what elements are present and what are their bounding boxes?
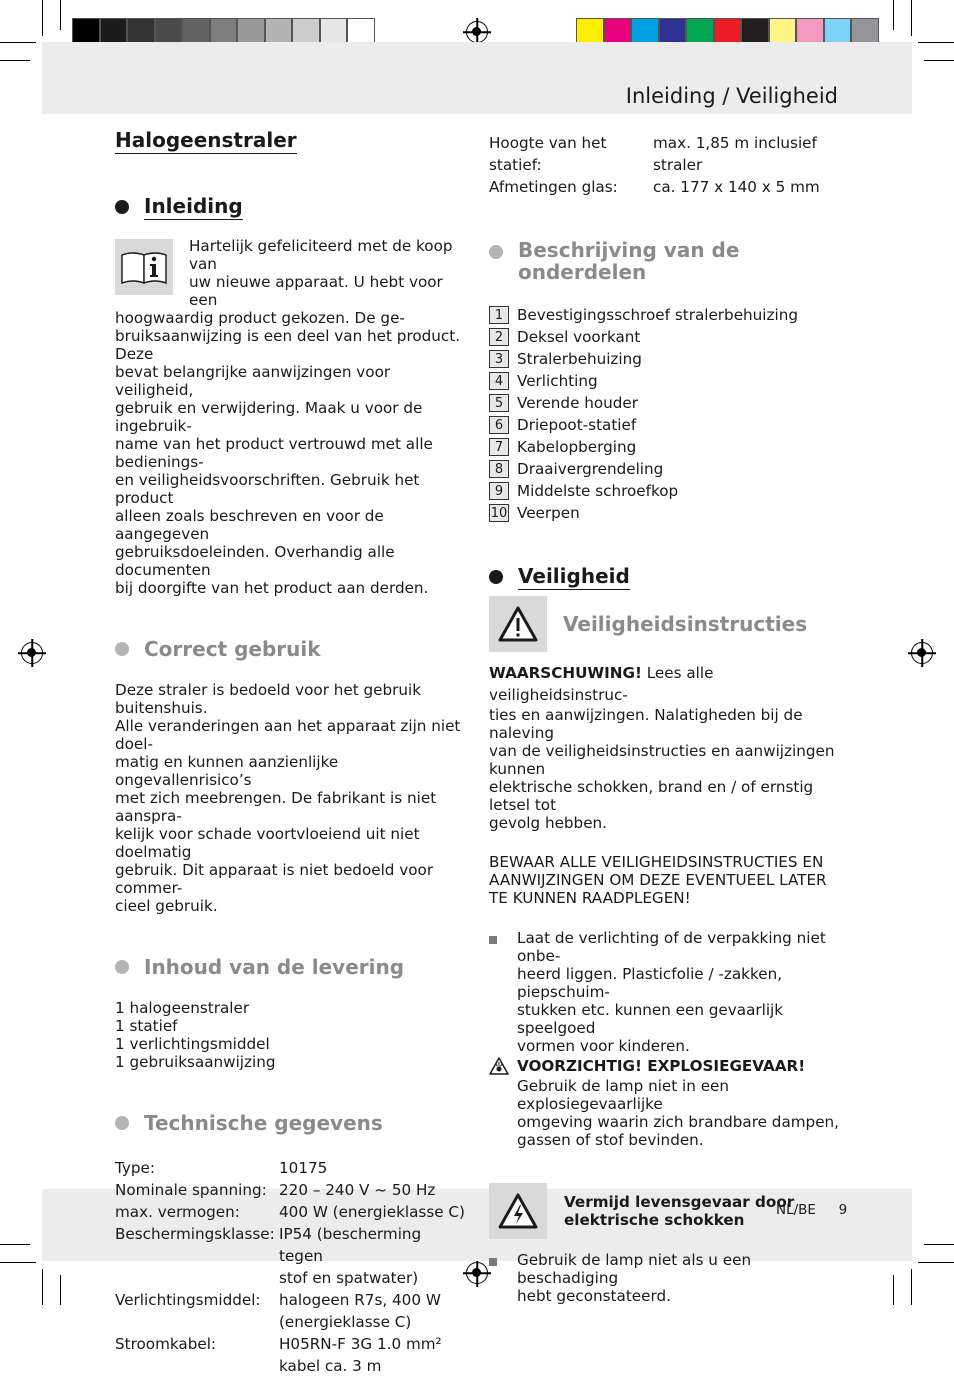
section-heading-text: Inleiding — [144, 194, 243, 218]
spec-value: (energieklasse C) — [279, 1313, 412, 1331]
page-number: 9 — [838, 1202, 848, 1218]
use-paragraph — [115, 681, 467, 915]
text-line: omgeving waarin zich brandbare dampen, — [517, 1113, 839, 1131]
part-row — [489, 458, 841, 480]
crop-mark — [0, 1262, 36, 1263]
crop-mark — [60, 0, 61, 30]
subsection-heading — [563, 612, 807, 636]
crop-mark — [911, 0, 912, 36]
spec-key: Afmetingen glas: — [489, 178, 618, 196]
section-heading-text — [518, 239, 739, 283]
text-line: Deze straler is bedoeld voor het gebruik buitenshuis. — [115, 681, 422, 717]
registration-mark-icon — [21, 642, 43, 664]
crop-mark — [911, 1269, 912, 1305]
part-number: 3 — [489, 350, 509, 368]
text-line: cieel gebruik. — [115, 897, 218, 915]
list-item: 1 verlichtingsmiddel — [115, 1035, 270, 1053]
part-number: 7 — [489, 438, 509, 456]
list-item: 1 statief — [115, 1017, 178, 1035]
part-number: 1 — [489, 306, 509, 324]
crop-mark — [0, 60, 30, 61]
heading-bullet-icon — [115, 642, 129, 656]
spec-key: Verlichtingsmiddel: — [115, 1291, 261, 1309]
section-heading-text: Correct gebruik — [144, 637, 321, 661]
technical-spec-table — [115, 1157, 467, 1377]
text-line: gassen of stof bevinden. — [517, 1131, 704, 1149]
part-label: Stralerbehuizing — [517, 350, 642, 368]
part-row — [489, 392, 841, 414]
spec-key: max. vermogen: — [115, 1203, 240, 1221]
spec-key: Type: — [115, 1159, 155, 1177]
spec-key: Nominale spanning: — [115, 1181, 267, 1199]
spec-row — [115, 1157, 467, 1179]
section-heading-inleiding — [115, 194, 467, 220]
part-label: Bevestigingsschroef stralerbehuizing — [517, 306, 798, 324]
spec-row — [115, 1201, 467, 1223]
spec-row — [489, 132, 841, 176]
explosion-warning — [489, 1055, 841, 1149]
crop-mark — [60, 1275, 61, 1305]
spec-value: max. 1,85 m inclusief straler — [653, 134, 817, 174]
page-title: Inleiding / Veiligheid — [625, 84, 838, 108]
section-heading-veiligheid — [489, 564, 841, 590]
text-line: gebruik en verwijdering. Maak u voor de ingebruik- — [115, 399, 423, 435]
spec-key: Beschermingsklasse: — [115, 1225, 275, 1243]
shock-warning-row — [489, 1183, 841, 1239]
spec-value: 400 W (energieklasse C) — [279, 1203, 465, 1221]
text-line: AANWIJZINGEN OM DEZE EVENTUEEL LATER — [489, 871, 827, 889]
part-label: Middelste schroefkop — [517, 482, 679, 500]
spec-row — [115, 1333, 467, 1355]
text-line: met zich meebrengen. De fabrikant is niet aanspra- — [115, 789, 437, 825]
text-line: Laat de verlichting of de verpakking niet onbe- — [517, 929, 826, 965]
registration-mark-icon — [911, 642, 933, 664]
spec-value: 220 – 240 V ~ 50 Hz — [279, 1181, 436, 1199]
part-row — [489, 348, 841, 370]
parts-list — [489, 304, 841, 524]
list-item: 1 halogeenstraler — [115, 999, 250, 1017]
crop-mark — [893, 1275, 894, 1305]
warning-triangle-icon — [489, 596, 547, 652]
spec-row — [115, 1355, 467, 1377]
explosion-warning-icon — [489, 1055, 517, 1149]
part-number: 10 — [490, 506, 508, 521]
heading-bullet-icon — [489, 570, 503, 584]
text-line: TE KUNNEN RAADPLEGEN! — [489, 889, 691, 907]
part-number: 6 — [489, 416, 509, 434]
part-label: Verende houder — [517, 394, 639, 412]
text-line: hebt geconstateerd. — [517, 1287, 671, 1305]
info-book-icon — [115, 239, 173, 295]
text-line: Vermijd levensgevaar door — [564, 1193, 795, 1211]
text-line: BEWAAR ALLE VEILIGHEIDSINSTRUCTIES EN — [489, 853, 824, 871]
spec-row — [115, 1223, 467, 1267]
text-line: bevat belangrijke aanwijzingen voor veiligheid, — [115, 363, 391, 399]
text-line: Alle veranderingen aan het apparaat zijn niet doel- — [115, 717, 461, 753]
text-line: Gebruik de lamp niet in een explosiegevaarlijke — [517, 1077, 730, 1113]
explosion-label: VOORZICHTIG! EXPLOSIEGEVAAR! — [517, 1057, 806, 1075]
text-line: bij doorgifte van het product aan derden. — [115, 579, 429, 597]
warning-label: WAARSCHUWING! — [489, 664, 642, 682]
warning-text: Lees alle veiligheidsinstruc- — [489, 664, 714, 704]
spec-row — [115, 1289, 467, 1311]
warning-paragraph — [489, 662, 841, 832]
section-heading-text: Veiligheidsinstructies — [563, 612, 808, 636]
document-title: Halogeenstraler — [115, 128, 297, 152]
electric-shock-icon — [489, 1183, 547, 1239]
part-row — [489, 480, 841, 502]
text-line: vormen voor kinderen. — [517, 1037, 690, 1055]
text-line: kelijk voor schade voortvloeiend uit niet doelmatig — [115, 825, 420, 861]
heading-bullet-icon — [115, 960, 129, 974]
spec-row — [115, 1267, 467, 1289]
text-line: gebruiksdoeleinden. Overhandig alle documenten — [115, 543, 395, 579]
part-label: Draaivergrendeling — [517, 460, 664, 478]
part-number: 8 — [489, 460, 509, 478]
part-row — [489, 414, 841, 436]
crop-mark — [924, 60, 954, 61]
part-number: 4 — [489, 372, 509, 390]
registration-mark-icon — [466, 1262, 488, 1284]
part-row — [489, 436, 841, 458]
text-line: elektrische schokken, brand en / of ernstig letsel tot — [489, 778, 814, 814]
spec-key — [115, 1267, 279, 1289]
part-number: 9 — [489, 482, 509, 500]
spec-value: ca. 177 x 140 x 5 mm — [653, 178, 820, 196]
spec-value: 10175 — [279, 1159, 328, 1177]
heading-bullet-icon — [115, 200, 129, 214]
heading-line: onderdelen — [518, 260, 647, 284]
text-line: bruiksaanwijzing is een deel van het product. Deze — [115, 327, 461, 363]
language-code: NL/BE — [776, 1202, 816, 1218]
shock-warning-text — [564, 1193, 794, 1229]
spec-value: halogeen R7s, 400 W — [279, 1291, 441, 1309]
part-row — [489, 502, 841, 524]
spec-row — [489, 176, 841, 198]
text-line: name van het product vertrouwd met alle bedienings- — [115, 435, 433, 471]
spec-key: Stroomkabel: — [115, 1335, 217, 1353]
text-line: heerd liggen. Plasticfolie / -zakken, piepschuim- — [517, 965, 783, 1001]
section-heading-text: Veiligheid — [518, 564, 630, 588]
section-heading-technische-gegevens — [115, 1111, 467, 1135]
part-number: 2 — [489, 328, 509, 346]
text-line: stukken etc. kunnen een gevaarlijk speelgoed — [517, 1001, 784, 1037]
spec-value: H05RN-F 3G 1.0 mm² — [279, 1335, 442, 1353]
spec-key — [115, 1355, 279, 1377]
crop-mark — [918, 42, 954, 43]
crop-mark — [918, 1262, 954, 1263]
part-label: Verlichting — [517, 372, 598, 390]
spec-value: IP54 (bescherming tegen — [279, 1225, 422, 1265]
text-line: gebruik. Dit apparaat is niet bedoeld voor commer- — [115, 861, 434, 897]
text-line: Hartelijk gefeliciteerd met de koop van — [189, 237, 453, 273]
left-column — [115, 128, 467, 1377]
text-line: Gebruik de lamp niet als u een beschadiging — [517, 1251, 752, 1287]
text-line: uw nieuwe apparaat. U hebt voor een — [189, 273, 443, 309]
part-row — [489, 304, 841, 326]
intro-block — [115, 237, 467, 597]
list-item — [489, 1251, 841, 1305]
crop-mark — [893, 0, 894, 30]
square-bullet-icon — [489, 1258, 497, 1266]
heading-bullet-icon — [115, 1116, 129, 1130]
spec-row — [115, 1311, 467, 1333]
part-label: Kabelopberging — [517, 438, 637, 456]
section-heading-beschrijving — [489, 239, 841, 283]
crop-mark — [0, 1244, 30, 1245]
part-label: Driepoot-statief — [517, 416, 637, 434]
text-line: ties en aanwijzingen. Nalatigheden bij de naleving — [489, 706, 803, 742]
text-line: en veiligheidsvoorschriften. Gebruik het product — [115, 471, 420, 507]
part-number: 5 — [489, 394, 509, 412]
heading-bullet-icon — [489, 245, 503, 259]
part-row — [489, 370, 841, 392]
delivery-list — [115, 999, 467, 1071]
crop-mark — [42, 0, 43, 36]
text-line: alleen zoals beschreven en voor de aangegeven — [115, 507, 384, 543]
crop-mark — [0, 42, 36, 43]
text-line: matig en kunnen aanzienlijke ongevallenrisico’s — [115, 753, 339, 789]
text-line: van de veiligheidsinstructies en aanwijzingen kunnen — [489, 742, 835, 778]
crop-mark — [42, 1269, 43, 1305]
section-heading-inhoud — [115, 955, 467, 979]
section-heading-text: Technische gegevens — [144, 1111, 383, 1135]
list-item: 1 gebruiksaanwijzing — [115, 1053, 276, 1071]
part-label: Deksel voorkant — [517, 328, 641, 346]
part-row — [489, 326, 841, 348]
text-line: hoogwaardig product gekozen. De ge- — [115, 309, 405, 327]
instructions-heading-row — [489, 596, 841, 652]
technical-spec-table-continued — [489, 132, 841, 198]
right-column — [489, 132, 841, 1305]
spec-key — [115, 1311, 279, 1333]
spec-value: kabel ca. 3 m — [279, 1357, 382, 1375]
text-line: gevolg hebben. — [489, 814, 607, 832]
spec-key: Hoogte van het statief: — [489, 134, 607, 174]
section-heading-text: Inhoud van de levering — [144, 955, 405, 979]
registration-mark-icon — [466, 21, 488, 43]
list-item — [489, 929, 841, 1055]
heading-line: Beschrijving van de — [518, 238, 740, 262]
spec-value: stof en spatwater) — [279, 1269, 419, 1287]
crop-mark — [924, 1244, 954, 1245]
text-line: elektrische schokken — [564, 1211, 745, 1229]
keep-instructions-notice — [489, 853, 841, 907]
square-bullet-icon — [489, 936, 497, 944]
part-label: Veerpen — [517, 504, 580, 522]
section-heading-correct-gebruik — [115, 637, 467, 661]
spec-row — [115, 1179, 467, 1201]
